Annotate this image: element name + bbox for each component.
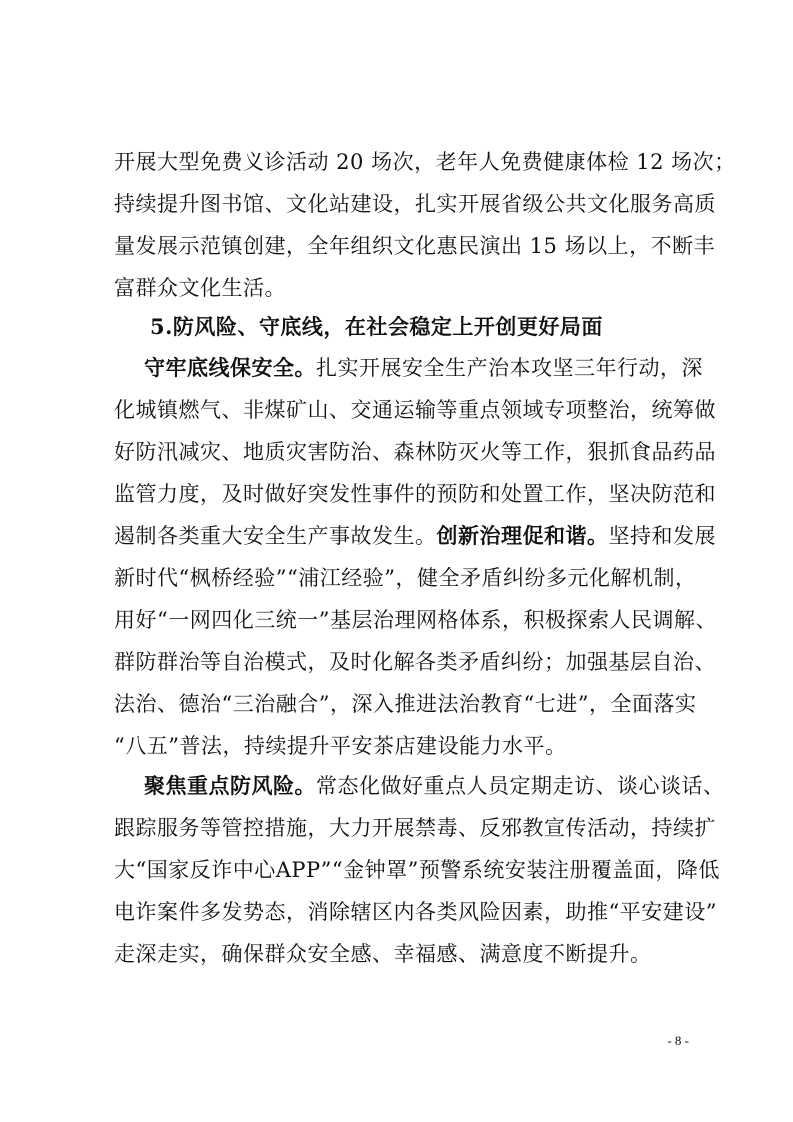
text-segment: 新时代“枫桥经验”“浦江经验”，健全矛盾纠纷多元化解机制， <box>114 566 697 590</box>
text-line <box>114 521 716 551</box>
text-segment: 开展大型免费义诊活动 20 场次，老年人免费健康体检 12 场次； <box>114 150 736 174</box>
text-line <box>114 189 716 219</box>
text-line <box>114 647 716 677</box>
text-line <box>114 855 720 885</box>
text-segment: 坚持和发展 <box>608 524 716 548</box>
text-line <box>144 353 724 383</box>
text-line <box>114 231 716 261</box>
text-segment: 常态化做好重点人员定期走访、谈心谈话、 <box>316 774 725 798</box>
text-line <box>114 605 717 635</box>
text-segment: 法治、德治“三治融合”，深入推进法治教育“七进”，全面落实 <box>114 692 697 716</box>
text-line <box>114 897 717 927</box>
page-number: - 8 - <box>667 1033 689 1048</box>
text-line <box>114 437 716 467</box>
text-segment: 走深走实，确保群众安全感、幸福感、满意度不断提升。 <box>114 942 652 966</box>
text-segment: 化城镇燃气、非煤矿山、交通运输等重点领域专项整治，统筹做 <box>114 398 716 422</box>
bold-heading-segment: 创新治理促和谐。 <box>436 523 609 548</box>
text-line <box>114 939 694 969</box>
text-line <box>150 312 730 342</box>
text-segment: 跟踪服务等管控措施，大力开展禁毒、反邪教宣传活动，持续扩 <box>114 816 716 840</box>
text-line <box>114 395 716 425</box>
text-segment: 持续提升图书馆、文化站建设，扎实开展省级公共文化服务高质 <box>114 192 716 216</box>
bold-heading-segment: 5.防风险、守底线，在社会稳定上开创更好局面 <box>150 314 603 339</box>
text-line <box>114 563 697 593</box>
bold-heading-segment: 守牢底线保安全。 <box>144 355 316 380</box>
text-segment: 大“国家反诈中心APP”“金钟罩”预警系统安装注册覆盖面，降低 <box>114 858 720 882</box>
text-segment: 富群众文化生活。 <box>114 276 286 300</box>
bold-heading-segment: 聚焦重点防风险。 <box>144 773 316 798</box>
text-line <box>114 689 697 719</box>
text-segment: 用好“一网四化三统一”基层治理网格体系，积极探索人民调解、 <box>114 608 717 632</box>
text-line <box>114 731 694 761</box>
text-segment: 监管力度，及时做好突发性事件的预防和处置工作，坚决防范和 <box>114 482 716 506</box>
text-segment: “八五”普法，持续提升平安茶店建设能力水平。 <box>114 734 567 758</box>
text-segment: 群防群治等自治模式，及时化解各类矛盾纠纷；加强基层自治、 <box>114 650 716 674</box>
text-segment: 遏制各类重大安全生产事故发生。 <box>114 524 437 548</box>
text-segment: 电诈案件多发势态，消除辖区内各类风险因素，助推“平安建设” <box>114 900 717 924</box>
text-segment: 量发展示范镇创建，全年组织文化惠民演出 15 场以上，不断丰 <box>114 234 716 258</box>
text-segment: 扎实开展安全生产治本攻坚三年行动，深 <box>316 356 703 380</box>
text-line <box>114 479 716 509</box>
text-segment: 好防汛减灾、地质灾害防治、森林防灭火等工作，狠抓食品药品 <box>114 440 716 464</box>
text-line <box>114 147 736 177</box>
text-line <box>114 273 694 303</box>
text-line <box>144 771 724 801</box>
text-line <box>114 813 716 843</box>
